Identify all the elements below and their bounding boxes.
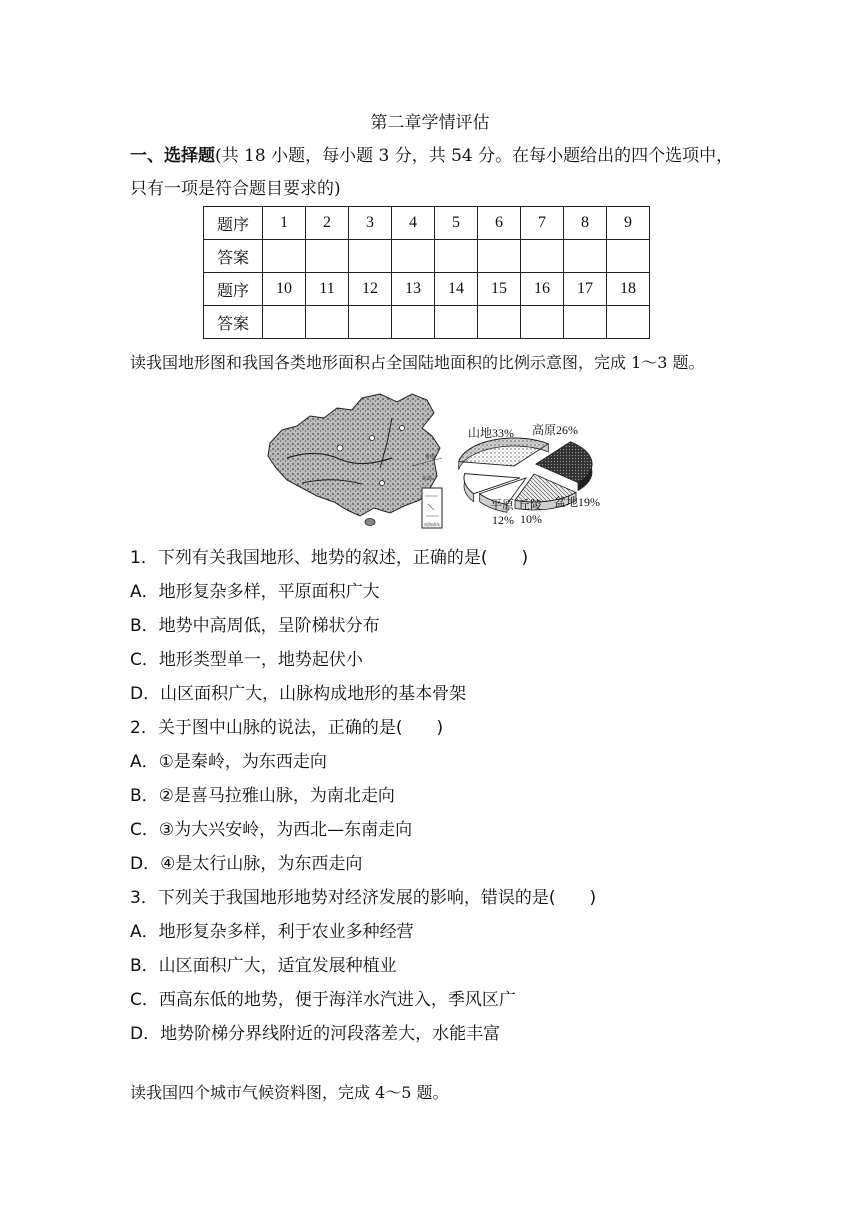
table-cell: 16 [521,273,564,306]
table-cell: 14 [435,273,478,306]
table-header-cell: 答案 [204,240,263,273]
answer-cell[interactable] [478,240,521,273]
pie-label-hill-value: 10% [520,512,542,526]
question-1-option-a[interactable]: A．地形复杂多样，平原面积广大 [130,582,380,602]
section-heading: 一、选择题 [130,146,215,166]
pie-label-plain-value: 12% [492,513,514,527]
pie-label-mountain: 山地33% [468,426,514,440]
answer-cell[interactable] [263,240,306,273]
answer-cell[interactable] [306,240,349,273]
question-1-option-c[interactable]: C．地形类型单一，地势起伏小 [130,650,363,670]
question-2-option-d[interactable]: D．④是太行山脉，为东西走向 [130,854,363,874]
question-3-option-d[interactable]: D．地势阶梯分界线附近的河段落差大，水能丰富 [130,1024,501,1044]
table-cell: 5 [435,207,478,240]
answer-cell[interactable] [564,240,607,273]
table-cell: 11 [306,273,349,306]
table-cell: 13 [392,273,435,306]
answer-cell[interactable] [349,240,392,273]
answer-cell[interactable] [607,306,650,339]
table-cell: 1 [263,207,306,240]
table-header-cell: 题序 [204,273,263,306]
section-instruction: (共 18 小题，每小题 3 分，共 54 分。在每小题给出的四个选项中， [215,146,734,166]
table-cell: 4 [392,207,435,240]
answer-cell[interactable] [435,240,478,273]
terrain-figure [262,388,602,533]
question-1-stem: 1．下列有关我国地形、地势的叙述，正确的是( ) [130,548,529,568]
table-cell: 3 [349,207,392,240]
table-header-cell: 答案 [204,306,263,339]
answer-cell[interactable] [263,306,306,339]
answer-cell[interactable] [521,240,564,273]
answer-cell[interactable] [392,240,435,273]
table-cell: 7 [521,207,564,240]
question-1-option-b[interactable]: B．地势中高周低，呈阶梯状分布 [130,616,380,636]
table-cell: 9 [607,207,650,240]
question-3-option-a[interactable]: A．地形复杂多样，利于农业多种经营 [130,922,414,942]
question-intro-1: 读我国地形图和我国各类地形面积占全国陆地面积的比例示意图，完成 1～3 题。 [130,353,705,372]
table-cell: 2 [306,207,349,240]
answer-cell[interactable] [607,240,650,273]
table-cell: 12 [349,273,392,306]
table-cell: 6 [478,207,521,240]
answer-cell[interactable] [564,306,607,339]
answer-cell[interactable] [478,306,521,339]
answer-cell[interactable] [349,306,392,339]
answer-table [203,206,650,339]
section-instruction-line1 [130,145,733,167]
question-3-stem: 3．下列关于我国地形地势对经济发展的影响，错误的是( ) [130,888,597,908]
china-terrain-map [268,394,442,528]
question-3-option-b[interactable]: B．山区面积广大，适宜发展种植业 [130,956,397,976]
section-instruction-line2: 只有一项是符合题目要求的) [130,179,341,199]
question-2-stem: 2．关于图中山脉的说法，正确的是( ) [130,718,444,738]
table-cell: 10 [263,273,306,306]
table-cell: 17 [564,273,607,306]
inset-label: 南海诸岛 [424,522,440,527]
map-label-sea-2: 东海 [422,476,433,482]
table-row [204,207,650,240]
answer-cell[interactable] [306,306,349,339]
question-3-option-c[interactable]: C．西高东低的地势，便于海洋水汽进入，季风区广 [130,990,516,1010]
table-row [204,306,650,339]
table-cell: 18 [607,273,650,306]
question-2-option-b[interactable]: B．②是喜马拉雅山脉，为南北走向 [130,786,395,806]
answer-cell[interactable] [521,306,564,339]
terrain-figure-svg [262,388,602,533]
answer-cell[interactable] [392,306,435,339]
answer-cell[interactable] [435,306,478,339]
map-label-sea-1: 黄海 [425,454,436,460]
table-row [204,240,650,273]
table-header-cell: 题序 [204,207,263,240]
page-title: 第二章学情评估 [370,113,490,133]
question-intro-2: 读我国四个城市气候资料图，完成 4～5 题。 [130,1083,449,1102]
table-cell: 15 [478,273,521,306]
pie-label-basin: 盆地19% [554,495,600,509]
question-1-option-d[interactable]: D．山区面积广大，山脉构成地形的基本骨架 [130,684,467,704]
table-cell: 8 [564,207,607,240]
question-2-option-c[interactable]: C．③为大兴安岭，为西北—东南走向 [130,820,413,840]
pie-label-hill: 丘陵 [518,498,543,512]
pie-label-plateau: 高原26% [532,423,578,437]
pie-label-plain: 平原 [490,498,515,512]
question-2-option-a[interactable]: A．①是秦岭，为东西走向 [130,752,327,772]
pie-slice-山地 [459,438,549,466]
table-row [204,273,650,306]
